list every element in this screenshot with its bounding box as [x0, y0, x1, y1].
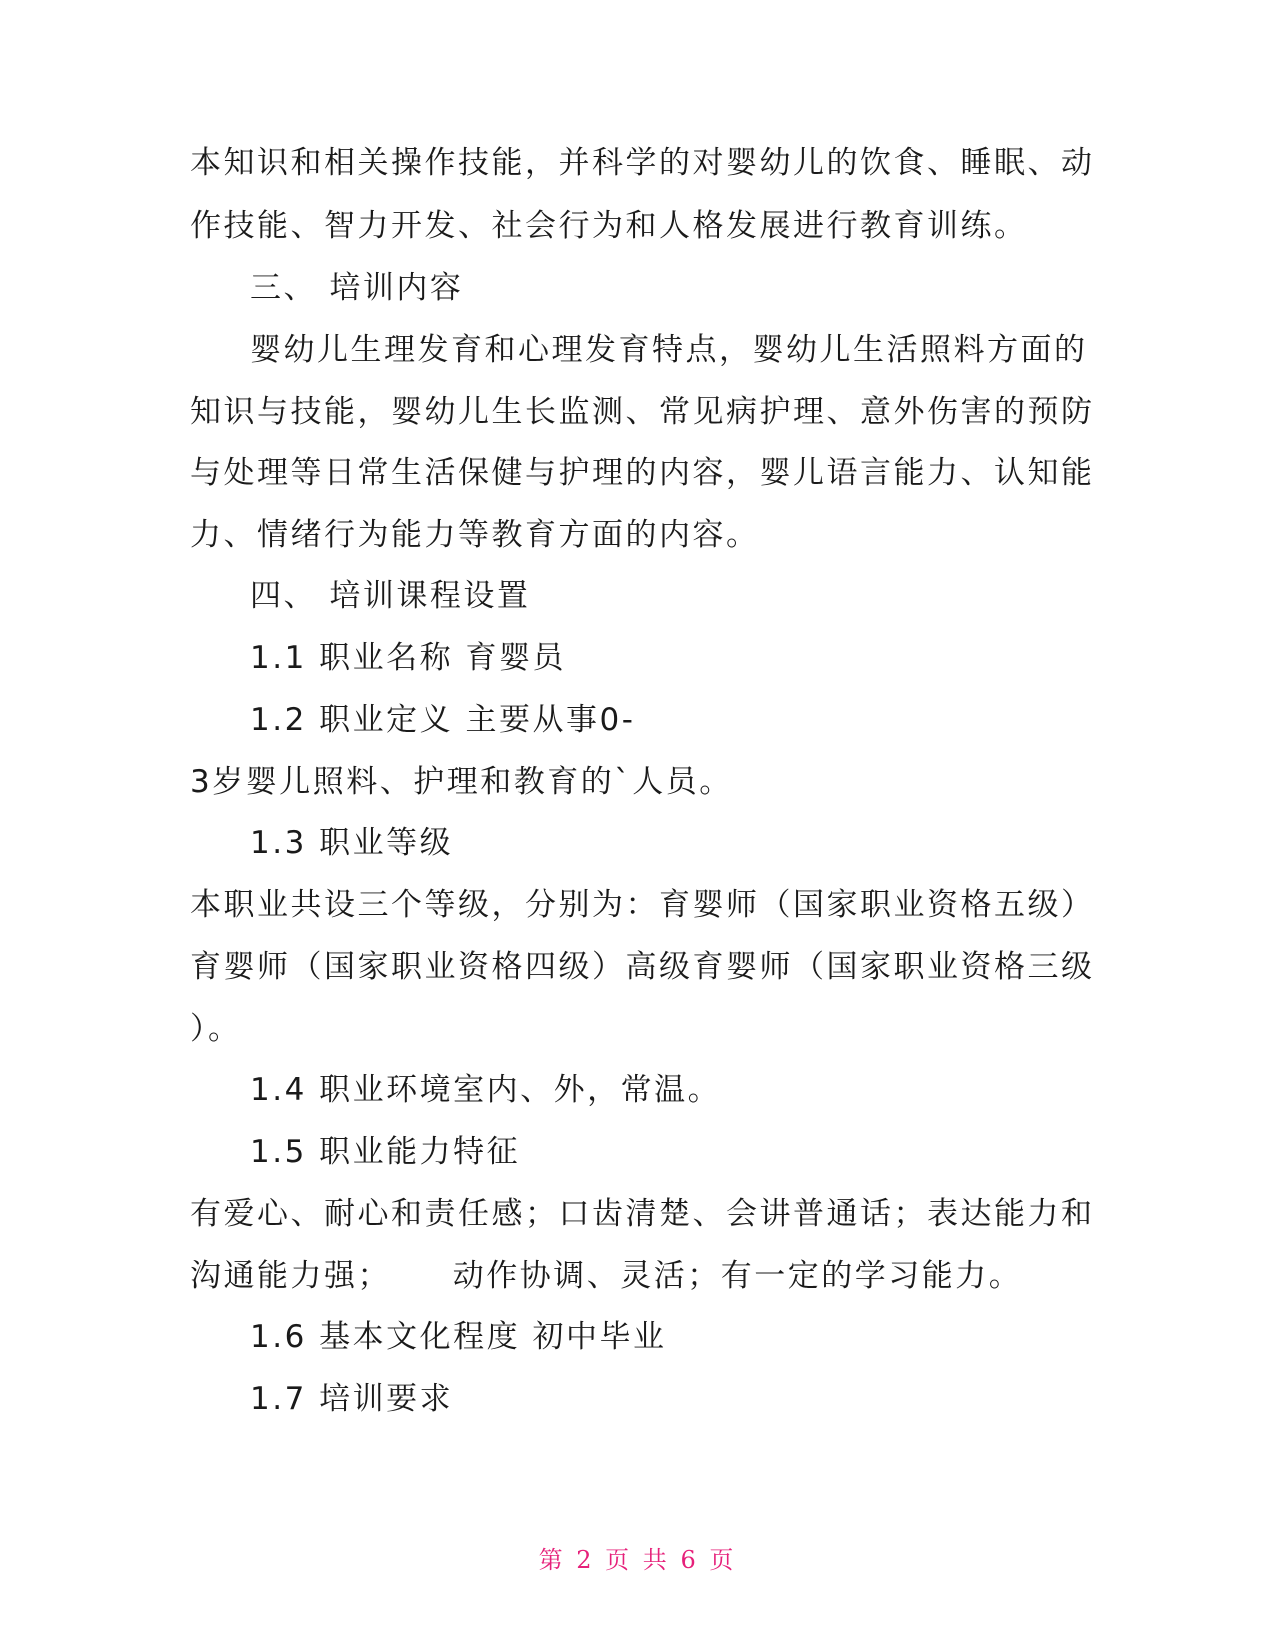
text-line-5: 知识与技能，婴幼儿生长监测、常见病护理、意外伤害的预防 — [190, 394, 1095, 430]
text-line-2: 作技能、智力开发、社会行为和人格发展进行教育训练。 — [190, 208, 1028, 244]
text-line-7: 力、情绪行为能力等教育方面的内容。 — [190, 517, 760, 553]
text-line-15: ）。 — [190, 1011, 242, 1047]
text-line-13: 本职业共设三个等级，分别为：育婴师（国家职业资格五级） — [190, 887, 1095, 923]
text-line-1: 本知识和相关操作技能，并科学的对婴幼儿的饮食、睡眠、动 — [190, 145, 1095, 181]
text-line-6: 与处理等日常生活保健与护理的内容，婴儿语言能力、认知能 — [190, 455, 1095, 491]
text-line-19: 沟通能力强； 动作协调、灵活；有一定的学习能力。 — [190, 1258, 1023, 1294]
item-1-4: 1.4 职业环境室内、外，常温。 — [250, 1072, 722, 1108]
item-1-1: 1.1 职业名称 育婴员 — [250, 640, 567, 676]
page-number-footer: 第 2 页 共 6 页 — [538, 1546, 737, 1574]
section-heading-4: 四、 培训课程设置 — [250, 578, 531, 614]
text-line-18: 有爱心、耐心和责任感；口齿清楚、会讲普通话；表达能力和 — [190, 1196, 1095, 1232]
item-1-3: 1.3 职业等级 — [250, 825, 454, 861]
text-line-4: 婴幼儿生理发育和心理发育特点，婴幼儿生活照料方面的 — [250, 332, 1088, 368]
item-1-7: 1.7 培训要求 — [250, 1381, 454, 1417]
item-1-5: 1.5 职业能力特征 — [250, 1134, 521, 1170]
text-line-11: 3岁婴儿照料、护理和教育的`人员。 — [190, 764, 733, 800]
item-1-2: 1.2 职业定义 主要从事0- — [250, 702, 636, 738]
section-heading-3: 三、 培训内容 — [250, 270, 464, 306]
text-line-14: 育婴师（国家职业资格四级）高级育婴师（国家职业资格三级 — [190, 949, 1095, 985]
item-1-6: 1.6 基本文化程度 初中毕业 — [250, 1319, 667, 1355]
